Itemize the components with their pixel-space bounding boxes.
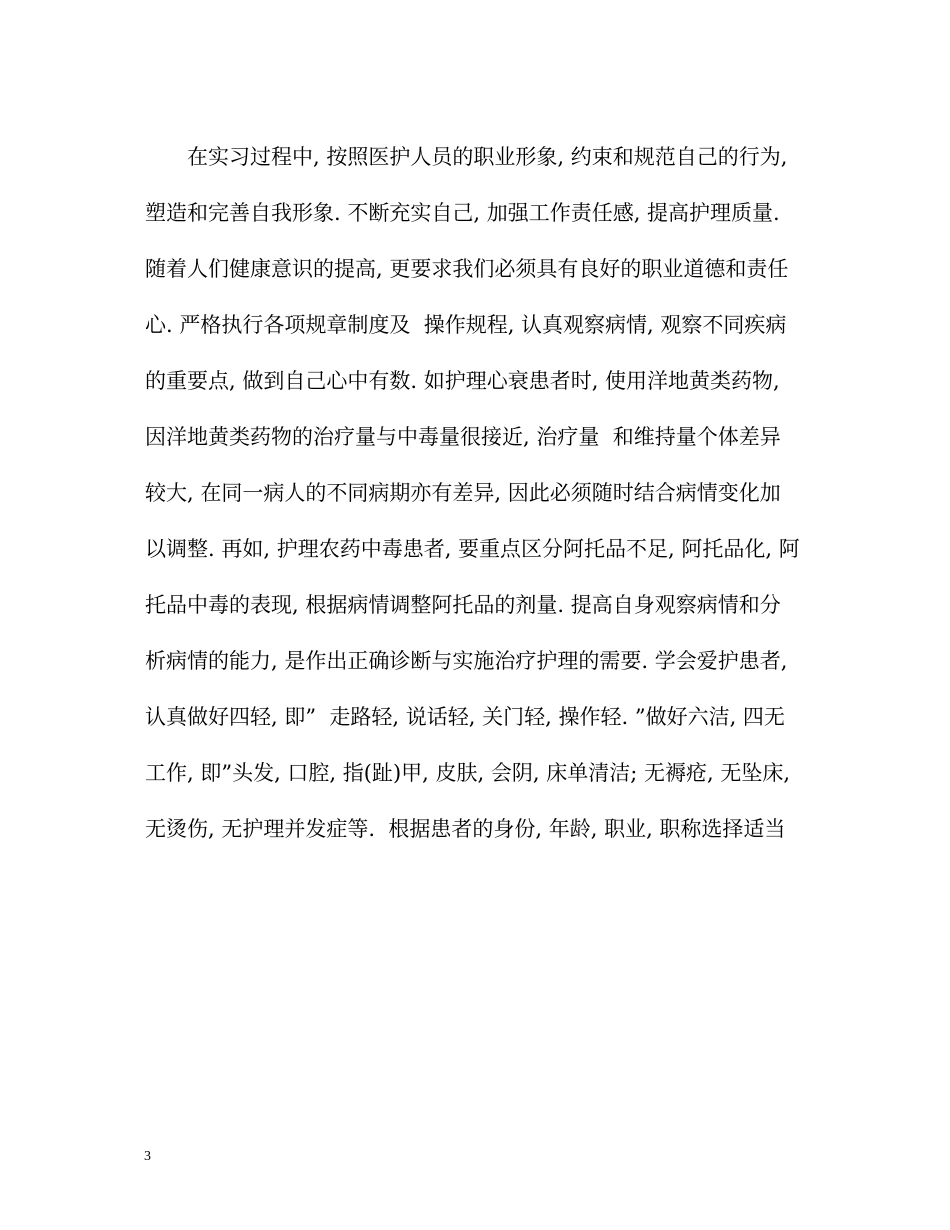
text-line-13: 无烫伤, 无护理并发症等. 根据患者的身份, 年龄, 职业, 职称选择适当	[145, 817, 786, 841]
text-line-8: 以调整. 再如, 护理农药中毒患者, 要重点区分阿托品不足, 阿托品化, 阿	[145, 537, 800, 561]
text-line-2: 塑造和完善自我形象. 不断充实自己, 加强工作责任感, 提高护理质量.	[145, 201, 780, 225]
text-line-5: 的重要点, 做到自己心中有数. 如护理心衰患者时, 使用洋地黄类药物,	[145, 369, 780, 393]
page-number: 3	[144, 1149, 151, 1164]
text-line-6: 因洋地黄类药物的治疗量与中毒量很接近, 治疗量 和维持量个体差异	[145, 425, 781, 449]
text-line-3: 随着人们健康意识的提高, 更要求我们必须具有良好的职业道德和责任	[145, 257, 789, 281]
text-line-12: 工作, 即”头发, 口腔, 指(趾)甲, 皮肤, 会阴, 床单清洁; 无褥疮, 无坠床,	[145, 761, 790, 785]
text-line-7: 较大, 在同一病人的不同病期亦有差异, 因此必须随时结合病情变化加	[145, 481, 781, 505]
text-line-9: 托品中毒的表现, 根据病情调整阿托品的剂量. 提高自身观察病情和分	[145, 593, 781, 617]
text-line-10: 析病情的能力, 是作出正确诊断与实施治疗护理的需要. 学会爱护患者,	[145, 649, 788, 673]
text-line-11: 认真做好四轻, 即” 走路轻, 说话轻, 关门轻, 操作轻. ”做好六洁, 四无	[145, 705, 785, 729]
text-line-4: 心. 严格执行各项规章制度及 操作规程, 认真观察病情, 观察不同疾病	[145, 313, 787, 337]
text-line-1: 在实习过程中, 按照医护人员的职业形象, 约束和规范自己的行为,	[145, 145, 788, 169]
